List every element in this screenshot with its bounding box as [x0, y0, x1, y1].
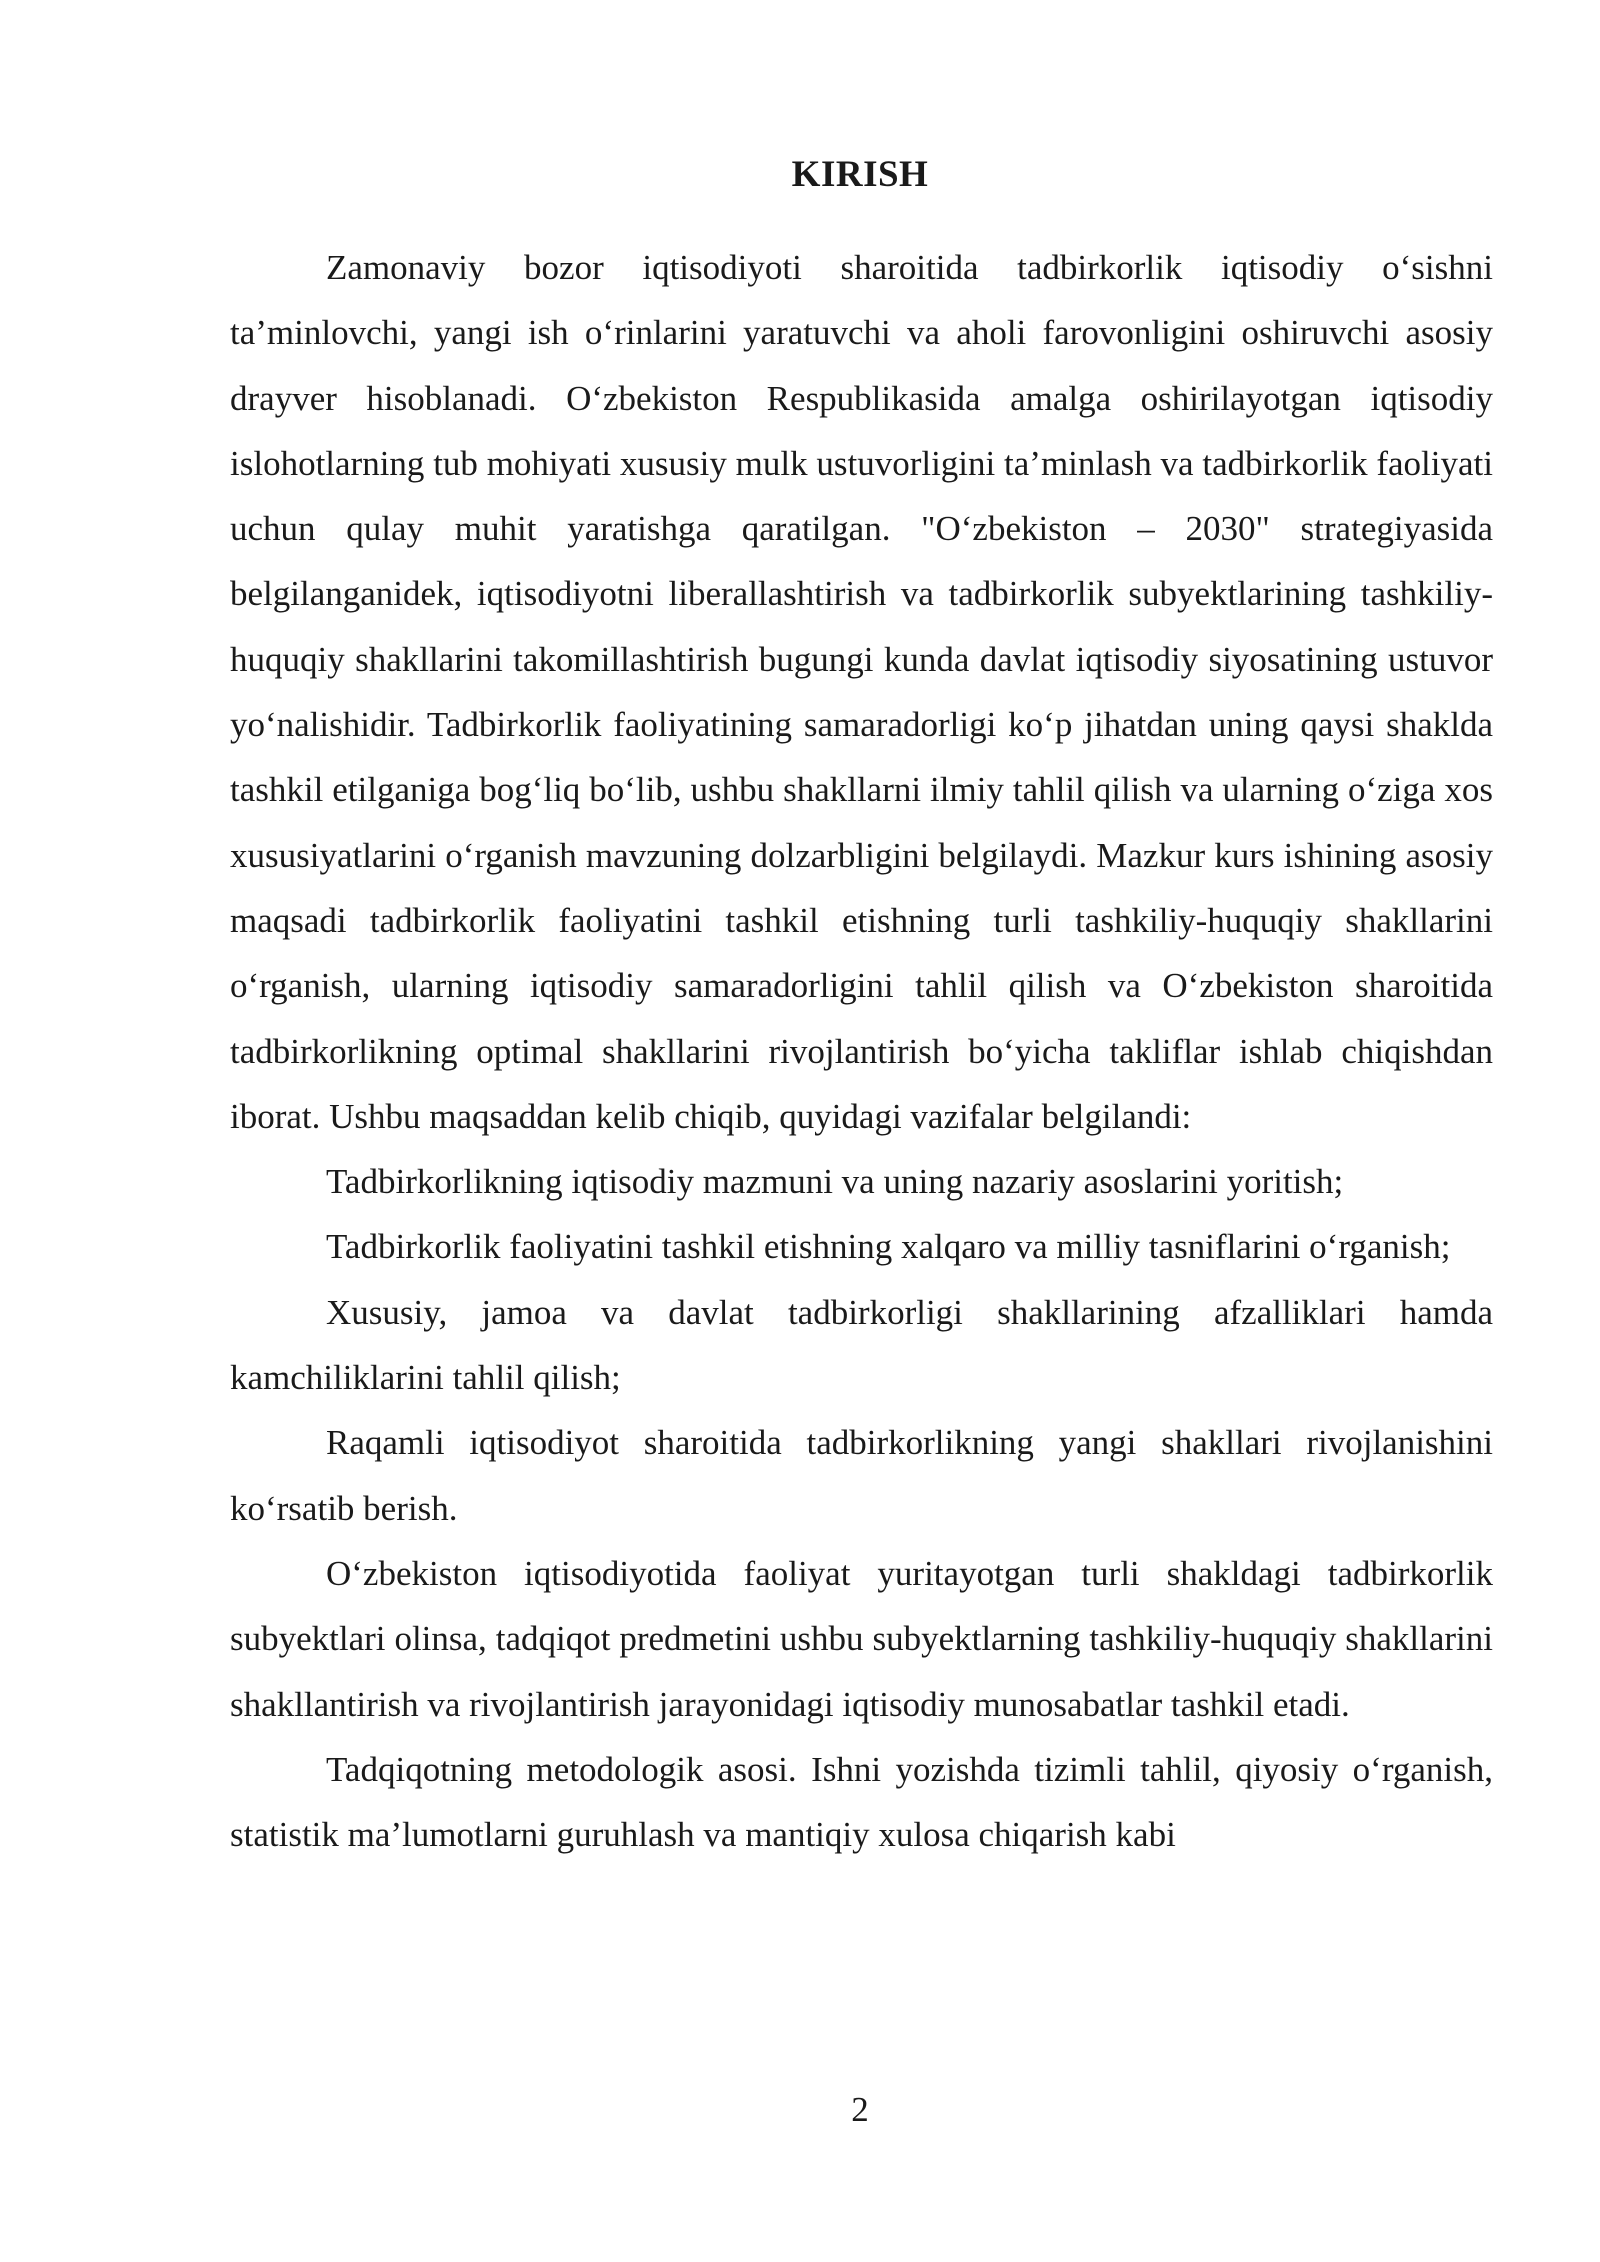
- page-number: 2: [851, 2090, 869, 2129]
- task-item-3: Xususiy, jamoa va davlat tadbirkorligi shakllarining afzalliklari hamda kamchiliklarini tahlil qilish;: [230, 1292, 1493, 1398]
- paragraph-methodology: Tadqiqotning metodologik asosi. Ishni yozishda tizimli tahlil, qiyosiy o‘rganish, statistik ma’lumotlarni guruhlash va mantiqiy xulosa chiqarish kabi: [230, 1749, 1493, 1855]
- task-item-1: Tadbirkorlikning iqtisodiy mazmuni va uning nazariy asoslarini yoritish;: [326, 1162, 1344, 1202]
- paragraph-research-subject: O‘zbekiston iqtisodiyotida faoliyat yuritayotgan turli shakldagi tadbirkorlik subyektlari olinsa, tadqiqot predmetini ushbu subyektlarning tashkiliy-huquqiy shakllarini shakllantirish va rivojlantirish jarayonidagi iqtisodiy munosabatlar tashkil etadi.: [230, 1553, 1493, 1724]
- section-title: KIRISH: [791, 154, 929, 195]
- task-item-4: Raqamli iqtisodiyot sharoitida tadbirkorlikning yangi shakllari rivojlanishini ko‘rsatib berish.: [230, 1423, 1493, 1528]
- paragraph-introduction: Zamonaviy bozor iqtisodiyoti sharoitida tadbirkorlik iqtisodiy o‘sishni ta’minlovchi, yangi ish o‘rinlarini yaratuvchi va aholi farovonligini oshiruvchi asosiy drayver hisoblanadi. O‘zbekiston Respublikasida amalga oshirilayotgan iqtisodiy islohotlarning tub mohiyati xususiy mulk ustuvorligini ta’minlash va tadbirkorlik faoliyati uchun qulay muhit yaratishga qaratilgan. "O‘zbekiston – 2030" strategiyasida belgilanganidek, iqtisodiyotni liberallashtirish va tadbirkorlik subyektlarining tashkiliy-huquqiy shakllarini takomillashtirish bugungi kunda davlat iqtisodiy siyosatining ustuvor yo‘nalishidir. Tadbirkorlik faoliyatining samaradorligi ko‘p jihatdan uning qaysi shaklda tashkil etilganiga bog‘liq bo‘lib, ushbu shakllarni ilmiy tahlil qilish va ularning o‘ziga xos xususiyatlarini o‘rganish mavzuning dolzarbligini belgilaydi. Mazkur kurs ishining asosiy maqsadi tadbirkorlik faoliyatini tashkil etishning turli tashkiliy-huquqiy shakllarini o‘rganish, ularning iqtisodiy samaradorligini tahlil qilish va O‘zbekiston sharoitida tadbirkorlikning optimal shakllarini rivojlantirish bo‘yicha takliflar ishlab chiqishdan iborat. Ushbu maqsaddan kelib chiqib, quyidagi vazifalar belgilandi:: [230, 248, 1493, 1136]
- body-text: [230, 235, 1493, 1867]
- task-item-2: Tadbirkorlik faoliyatini tashkil etishning xalqaro va milliy tasniflarini o‘rganish;: [326, 1227, 1451, 1267]
